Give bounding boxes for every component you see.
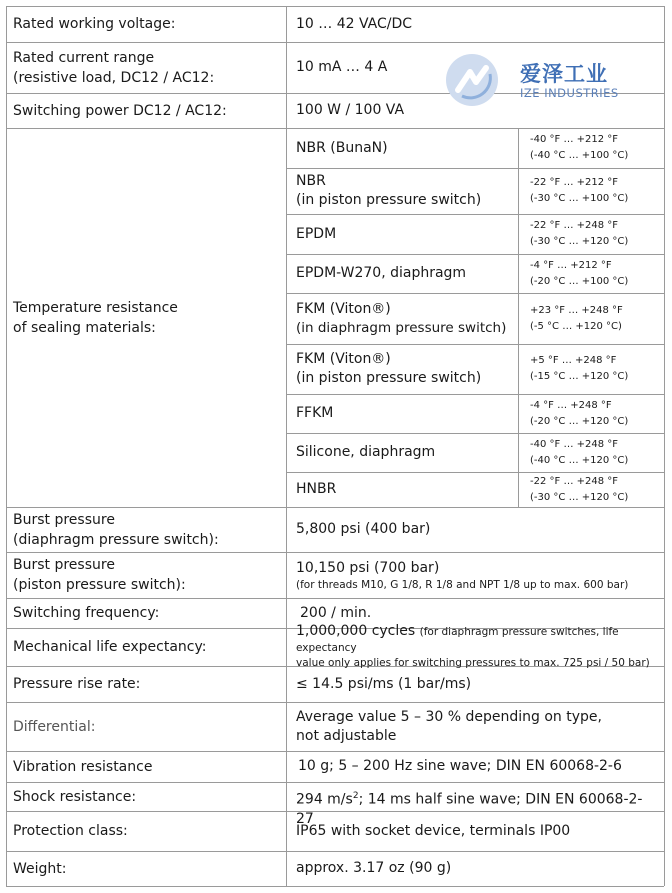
material-temperature xyxy=(530,472,662,507)
burst-piston-note: (for threads M10, G 1/8, R 1/8 and NPT 1/8 up to max. 600 bar) xyxy=(296,578,629,591)
temp-celsius: (-40 °C … +120 °C) xyxy=(530,454,629,466)
weight-label: Weight: xyxy=(13,860,67,877)
table-border-right xyxy=(664,6,665,886)
temp-fahrenheit: -40 °F … +212 °F xyxy=(530,134,619,145)
weight-value: approx. 3.17 oz (90 g) xyxy=(296,860,452,876)
current-label-line1: Rated current range xyxy=(13,49,155,66)
differential-label: Differential: xyxy=(13,718,96,735)
temperature-label-line2: of sealing materials: xyxy=(13,319,156,336)
material-name-line1: EPDM-W270, diaphragm xyxy=(296,265,467,281)
material-name-line2: (in diaphragm pressure switch) xyxy=(296,319,507,336)
current-value: 10 mA … 4 A xyxy=(296,59,388,75)
frequency-label: Switching frequency: xyxy=(13,605,160,621)
burst-diaphragm-label-line1: Burst pressure xyxy=(13,511,115,528)
material-temperature xyxy=(530,344,662,394)
material-name-line1: NBR (BunaN) xyxy=(296,139,388,156)
material-name-line1: FFKM xyxy=(296,405,334,421)
material-name-line1: HNBR xyxy=(296,481,337,497)
shock-value xyxy=(296,782,656,827)
burst-diaphragm-value: 5,800 psi (400 bar) xyxy=(296,521,431,537)
temp-fahrenheit: -22 °F … +248 °F xyxy=(530,220,619,231)
burst-diaphragm-label-line2: (diaphragm pressure switch): xyxy=(13,531,219,548)
burst-piston-label-line1: Burst pressure xyxy=(13,557,115,573)
column-divider xyxy=(286,6,287,886)
temp-fahrenheit: +5 °F … +248 °F xyxy=(530,355,617,366)
burst-piston-label xyxy=(13,552,281,598)
material-name xyxy=(296,293,516,344)
material-name-line1: EPDM xyxy=(296,225,337,242)
temp-fahrenheit: -22 °F … +248 °F xyxy=(530,475,619,487)
watermark-name-en: IZE INDUSTRIES xyxy=(520,86,619,100)
burst-piston-value xyxy=(296,552,656,598)
shock-value-exponent: 2 xyxy=(352,791,359,801)
material-temperature xyxy=(530,394,662,433)
life-value xyxy=(296,623,656,669)
protection-value: IP65 with socket device, terminals IP00 xyxy=(296,822,571,839)
temperature-label xyxy=(13,128,281,507)
shock-value-suffix: ; 14 ms half sine wave; DIN EN 60068-2-27 xyxy=(296,791,643,827)
voltage-value: 10 … 42 VAC/DC xyxy=(296,15,413,32)
temperature-label-line1: Temperature resistance xyxy=(13,299,178,316)
material-temperature xyxy=(530,254,662,293)
burst-piston-value-main: 10,150 psi (700 bar) xyxy=(296,559,440,576)
material-temperature xyxy=(530,214,662,254)
power-label: Switching power DC12 / AC12: xyxy=(13,102,227,119)
temperature-column-divider xyxy=(518,128,519,507)
table-border-bottom xyxy=(6,886,664,887)
rise-value: ≤ 14.5 psi/ms (1 bar/ms) xyxy=(296,675,472,692)
temp-fahrenheit: -40 °F … +248 °F xyxy=(530,438,619,450)
material-name xyxy=(296,128,511,168)
temp-celsius: (-30 °C … +100 °C) xyxy=(530,193,629,204)
shock-label: Shock resistance: xyxy=(13,788,137,805)
temp-celsius: (-20 °C … +120 °C) xyxy=(530,415,629,427)
life-value-line1 xyxy=(296,624,656,656)
life-note-line2: value only applies for switching pressures to max. 725 psi / 50 bar) xyxy=(296,657,650,669)
material-name-line1: Silicone, diaphragm xyxy=(296,444,436,460)
differential-value-line1: Average value 5 – 30 % depending on type, xyxy=(296,708,602,725)
temp-celsius: (-30 °C … +120 °C) xyxy=(530,491,629,503)
material-temperature xyxy=(530,293,662,344)
material-name xyxy=(296,394,511,433)
life-value-main: 1,000,000 cycles xyxy=(296,623,416,639)
material-name-line2: (in piston pressure switch) xyxy=(296,370,482,386)
watermark-name-cn: 爱泽工业 xyxy=(520,62,608,86)
material-name-line1: FKM (Viton®) xyxy=(296,300,391,317)
material-temperature xyxy=(530,433,662,472)
material-name-line1: FKM (Viton®) xyxy=(296,351,391,367)
temp-fahrenheit: -22 °F … +212 °F xyxy=(530,177,619,188)
table-border-left xyxy=(6,6,7,886)
current-label-line2: (resistive load, DC12 / AC12: xyxy=(13,69,215,86)
material-name xyxy=(296,254,511,293)
power-value: 100 W / 100 VA xyxy=(296,102,405,118)
vibration-value: 10 g; 5 – 200 Hz sine wave; DIN EN 60068-2-6 xyxy=(298,758,622,774)
temp-fahrenheit: -4 °F … +248 °F xyxy=(530,399,612,411)
temp-celsius: (-15 °C … +120 °C) xyxy=(530,371,629,382)
temp-celsius: (-30 °C … +120 °C) xyxy=(530,236,629,247)
voltage-label: Rated working voltage: xyxy=(13,16,176,32)
material-name-line2: (in piston pressure switch) xyxy=(296,192,482,208)
material-temperature xyxy=(530,128,662,168)
rise-label: Pressure rise rate: xyxy=(13,676,141,692)
material-name xyxy=(296,472,511,507)
life-note-inline: (for diaphragm pressure switches, life expectancy xyxy=(296,626,619,654)
temp-fahrenheit: +23 °F … +248 °F xyxy=(530,304,623,316)
temp-celsius: (-20 °C … +100 °C) xyxy=(530,275,629,287)
protection-label: Protection class: xyxy=(13,823,128,839)
frequency-value: 200 / min. xyxy=(300,604,372,621)
vibration-label: Vibration resistance xyxy=(13,758,153,775)
temp-celsius: (-40 °C … +100 °C) xyxy=(530,150,629,161)
material-name xyxy=(296,168,511,214)
burst-piston-label-line2: (piston pressure switch): xyxy=(13,577,186,593)
material-name xyxy=(296,214,511,254)
material-temperature xyxy=(530,168,662,214)
material-name-line1: NBR xyxy=(296,173,326,189)
shock-value-prefix: 294 m/s xyxy=(296,791,353,808)
life-label: Mechanical life expectancy: xyxy=(13,639,207,655)
burst-diaphragm-label xyxy=(13,507,281,552)
material-name xyxy=(296,433,511,472)
material-name xyxy=(296,344,511,394)
differential-value xyxy=(296,702,656,751)
temp-fahrenheit: -4 °F … +212 °F xyxy=(530,259,612,271)
differential-value-line2: not adjustable xyxy=(296,727,397,744)
temp-celsius: (-5 °C … +120 °C) xyxy=(530,320,622,332)
current-label xyxy=(13,42,281,93)
